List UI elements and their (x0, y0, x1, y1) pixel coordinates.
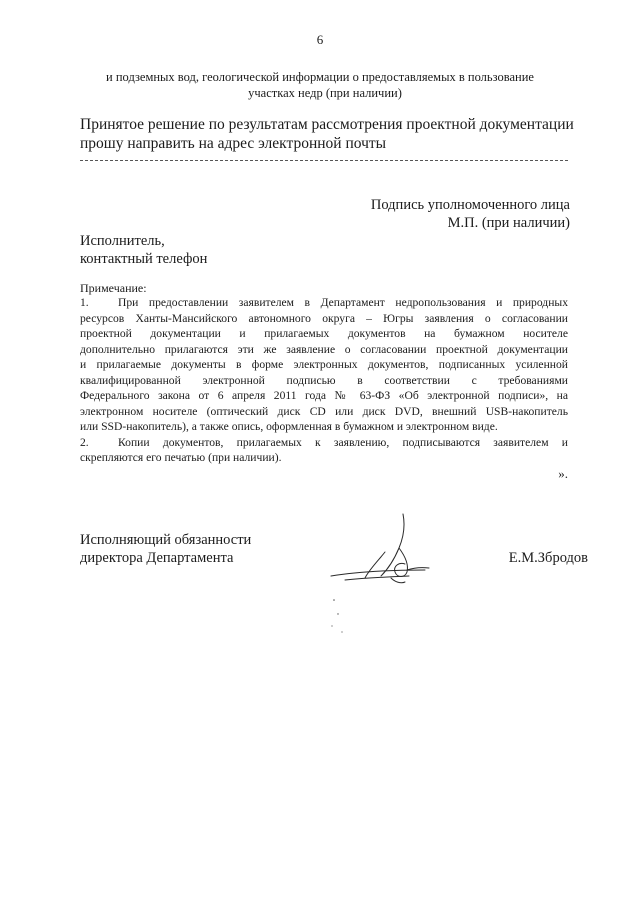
continuation-line-2: участках недр (при наличии) (248, 86, 402, 100)
note-item-1-line: проектной документации и прилагаемых документов на бумажном носителе (80, 327, 568, 340)
notes-list (80, 295, 568, 466)
handwritten-signature-image (325, 512, 435, 597)
authorized-signature-label: Подпись уполномоченного лица (370, 197, 570, 213)
signer-name: Е.М.Збродов (508, 550, 588, 566)
decision-line-2: прошу направить на адрес электронной почты (80, 135, 387, 152)
note-item-1-line: дополнительно прилагаются эти же заявление о согласовании проектной документации (80, 342, 568, 356)
note-item-1-line: ресурсов Ханты-Мансийского автономного округа – Югры заявления о согласовании (80, 311, 568, 325)
stamp-label: М.П. (при наличии) (447, 215, 570, 231)
email-blank-line (80, 160, 568, 161)
note-text: При предоставлении заявителем в Департамент недропользования и природных (118, 296, 568, 309)
notes-title: Примечание: (80, 281, 147, 295)
note-item-1-number: 1. (80, 296, 89, 309)
executor-label: Исполнитель, (80, 233, 165, 249)
phone-label: контактный телефон (80, 251, 208, 267)
continuation-line-1: и подземных вод, геологической информации о предоставляемых в пользование (106, 70, 534, 84)
note-item-2-line (80, 435, 568, 451)
note-item-1-line: или SSD-накопитель), а также опись, оформленная в бумажном и электронном виде. (80, 420, 498, 433)
note-item-1-line: Федерального закона от 6 апреля 2011 года № 63-ФЗ «Об электронной подписи», на (80, 389, 568, 402)
scan-specks (328, 596, 368, 636)
note-item-1-line: квалифицированной электронной подписью в соответствии с требованиями (80, 373, 568, 387)
page-number: 6 (316, 32, 324, 47)
note-item-2-number: 2. (80, 435, 89, 449)
note-text: Копии документов, прилагаемых к заявлению, подписываются заявителем и (118, 435, 568, 449)
signer-position-line-1: Исполняющий обязанности (80, 532, 252, 548)
note-item-2-line: скрепляются его печатью (при наличии). (80, 451, 282, 464)
note-item-1-line (80, 295, 568, 311)
closing-quote-mark: ». (558, 466, 568, 481)
decision-line-1: Принятое решение по результатам рассмотрения проектной документации (80, 116, 574, 133)
note-item-1-line: электронном носителе (оптический диск CD или диск DVD, внешний USB-накопитель (80, 404, 568, 418)
signer-position-line-2: директора Департамента (80, 550, 234, 566)
note-item-1-line: и прилагаемые документы в форме электронных документов, подписанных усиленной (80, 358, 568, 371)
